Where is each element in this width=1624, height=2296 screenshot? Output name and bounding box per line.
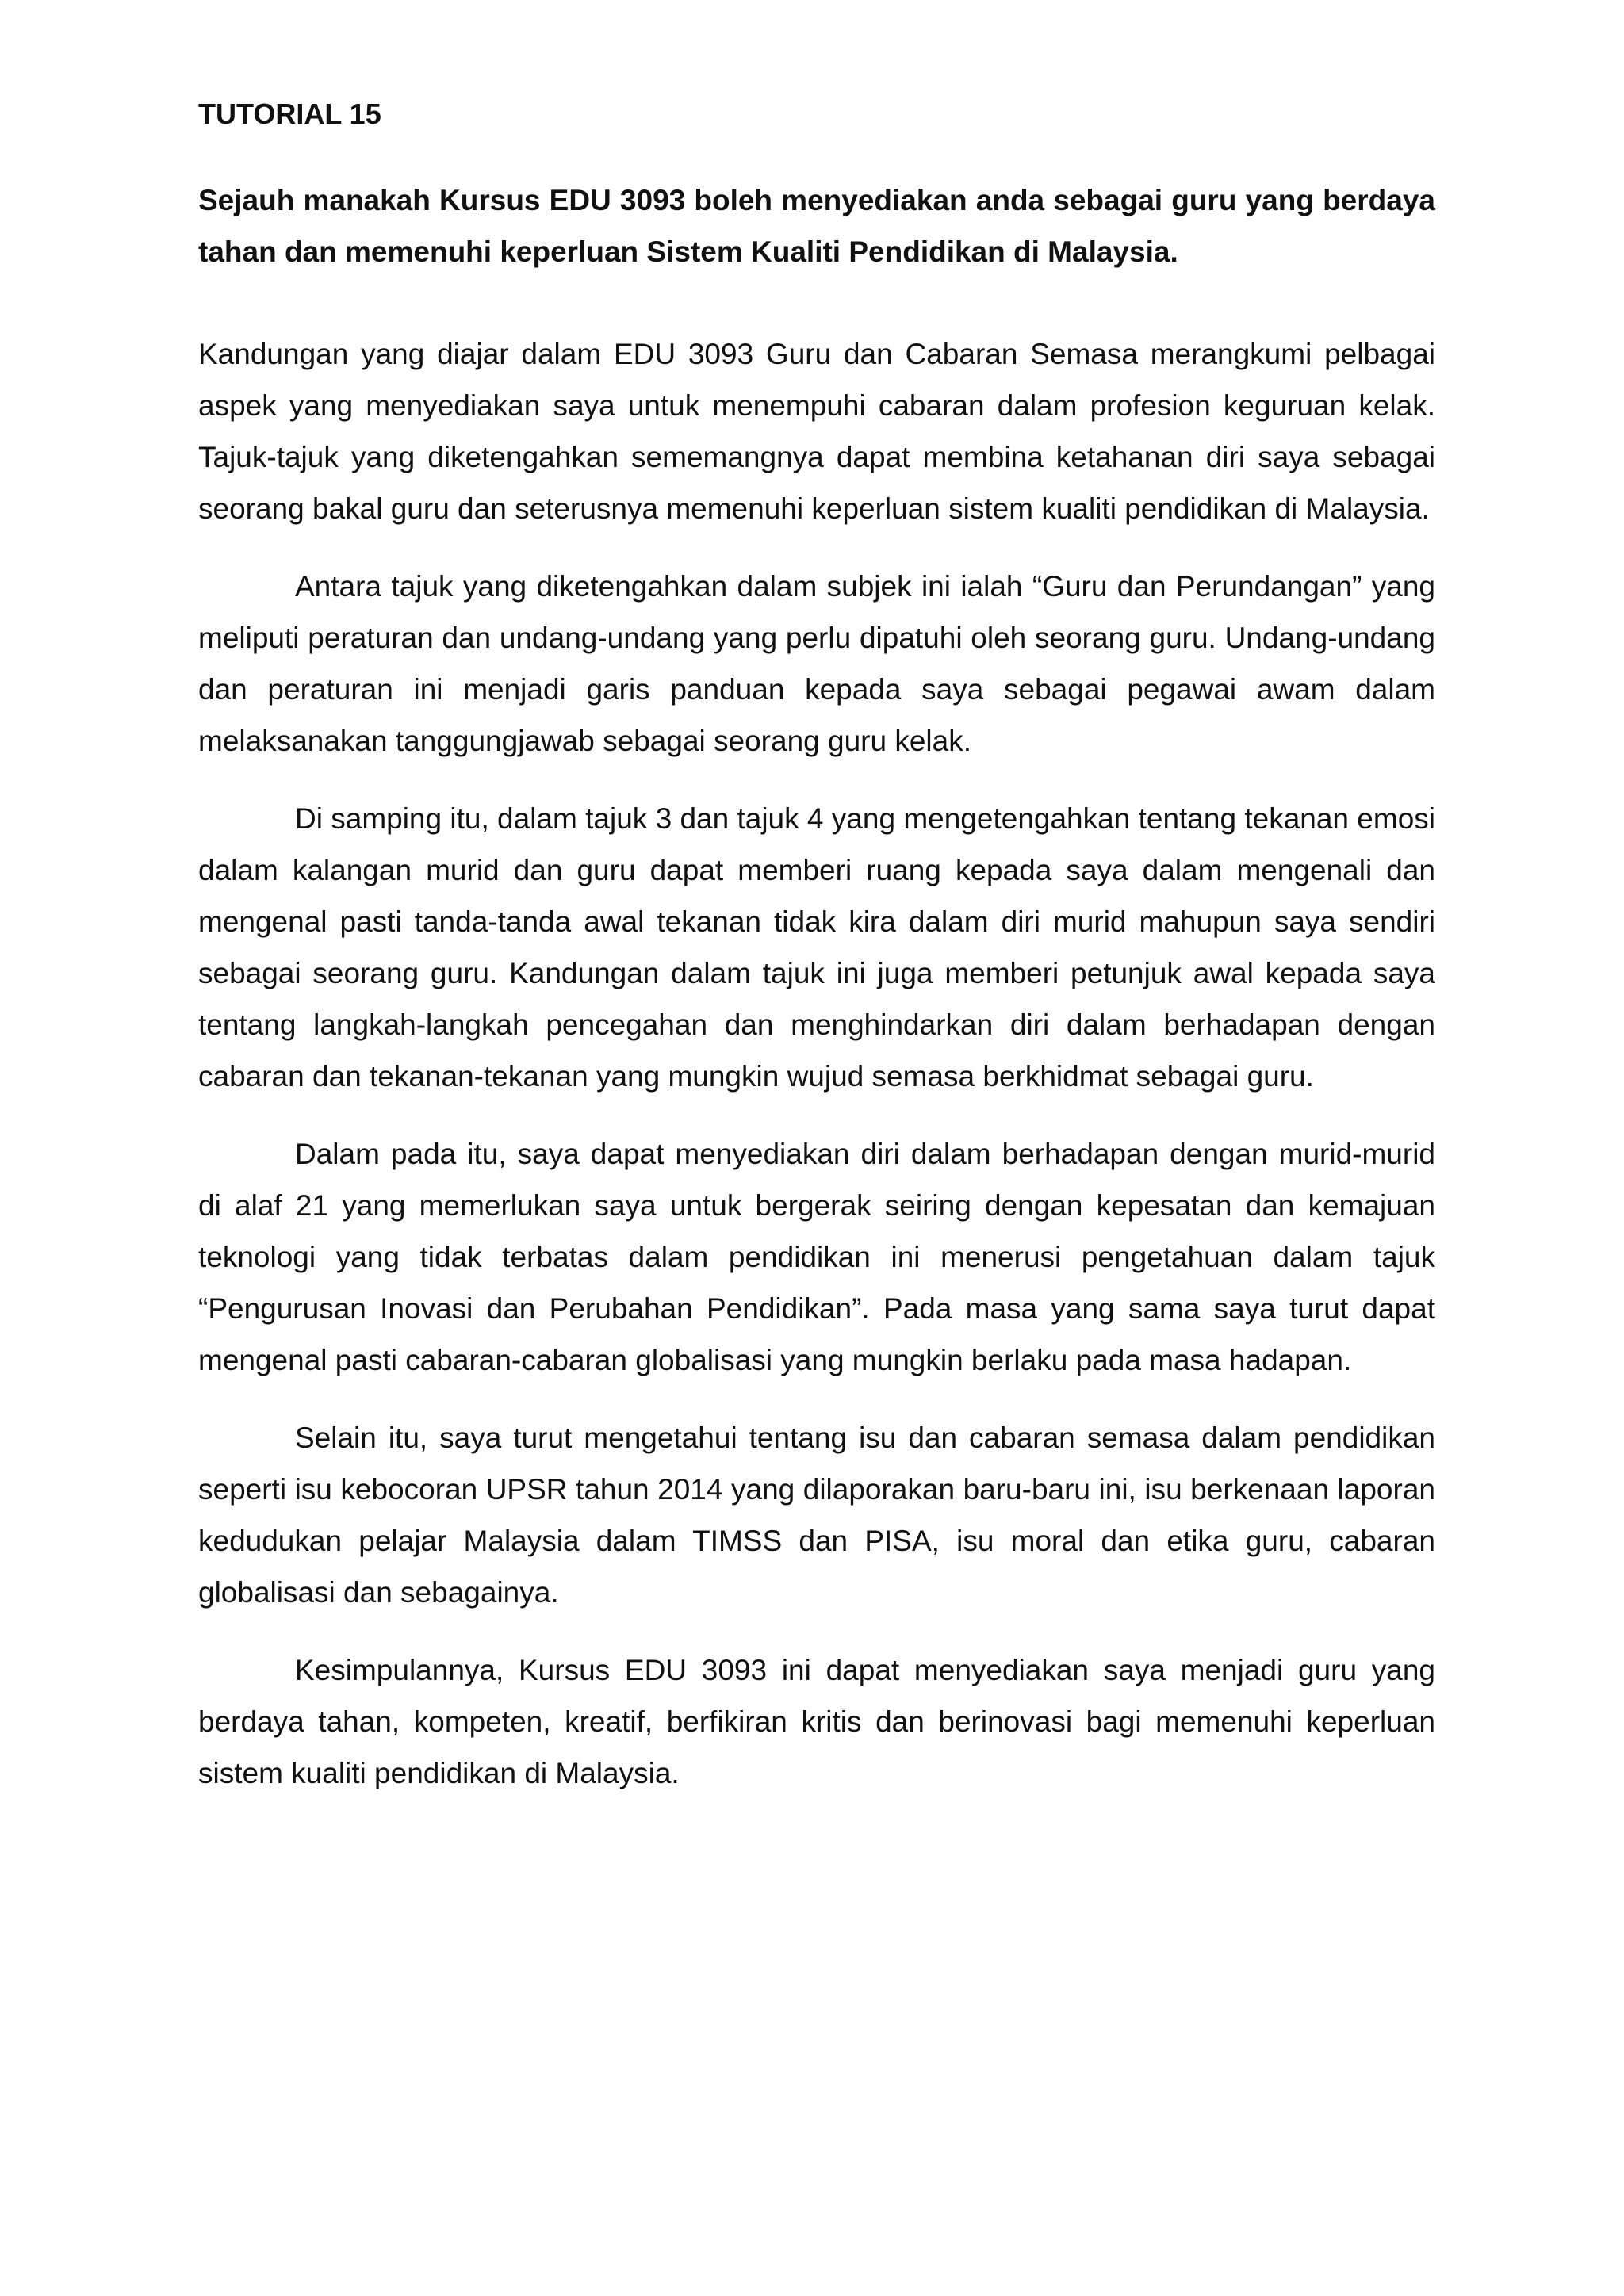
question-heading: Sejauh manakah Kursus EDU 3093 boleh menyediakan anda sebagai guru yang berdaya tahan dan memenuhi keperluan Sistem Kualiti Pendidikan di Malaysia. — [198, 184, 1435, 268]
paragraph-kesimpulan: Kesimpulannya, Kursus EDU 3093 ini dapat menyediakan saya menjadi guru yang berdaya tahan, kompeten, kreatif, berfikiran kritis dan berinovasi bagi memenuhi keperluan sistem kualiti pendidikan di Malaysia. — [198, 1654, 1435, 1789]
paragraph-inovasi: Dalam pada itu, saya dapat menyediakan diri dalam berhadapan dengan murid-murid di alaf 21 yang memerlukan saya untuk bergerak seiring dengan kepesatan dan kemajuan teknologi yang tidak terbatas dalam pendidikan ini menerusi pengetahuan dalam tajuk “Pengurusan Inovasi dan Perubahan Pendidikan”. Pada masa yang sama saya turut dapat mengenal pasti cabaran-cabaran globalisasi yang mungkin berlaku pada masa hadapan. — [198, 1138, 1435, 1376]
tutorial-label: TUTORIAL 15 — [198, 98, 381, 130]
paragraph-isu-semasa: Selain itu, saya turut mengetahui tentang isu dan cabaran semasa dalam pendidikan seperti isu kebocoran UPSR tahun 2014 yang dilaporakan baru-baru ini, isu berkenaan laporan kedudukan pelajar Malaysia dalam TIMSS dan PISA, isu moral dan etika guru, cabaran globalisasi dan sebagainya. — [198, 1422, 1435, 1609]
paragraph-intro: Kandungan yang diajar dalam EDU 3093 Guru dan Cabaran Semasa merangkumi pelbagai aspek yang menyediakan saya untuk menempuhi cabaran dalam profesion keguruan kelak. Tajuk-tajuk yang diketengahkan sememangnya dapat membina ketahanan diri saya sebagai seorang bakal guru dan seterusnya memenuhi keperluan sistem kualiti pendidikan di Malaysia. — [198, 338, 1435, 525]
paragraph-perundangan: Antara tajuk yang diketengahkan dalam subjek ini ialah “Guru dan Perundangan” yang meliputi peraturan dan undang-undang yang perlu dipatuhi oleh seorang guru. Undang-undang dan peraturan ini menjadi garis panduan kepada saya sebagai pegawai awam dalam melaksanakan tanggungjawab sebagai seorang guru kelak. — [198, 570, 1435, 757]
document-page — [198, 94, 1435, 1825]
paragraph-tekanan-emosi: Di samping itu, dalam tajuk 3 dan tajuk 4 yang mengetengahkan tentang tekanan emosi dalam kalangan murid dan guru dapat memberi ruang kepada saya dalam mengenali dan mengenal pasti tanda-tanda awal tekanan tidak kira dalam diri murid mahupun saya sendiri sebagai seorang guru. Kandungan dalam tajuk ini juga memberi petunjuk awal kepada saya tentang langkah-langkah pencegahan dan menghindarkan diri dalam berhadapan dengan cabaran dan tekanan-tekanan yang mungkin wujud semasa berkhidmat sebagai guru. — [198, 802, 1435, 1093]
